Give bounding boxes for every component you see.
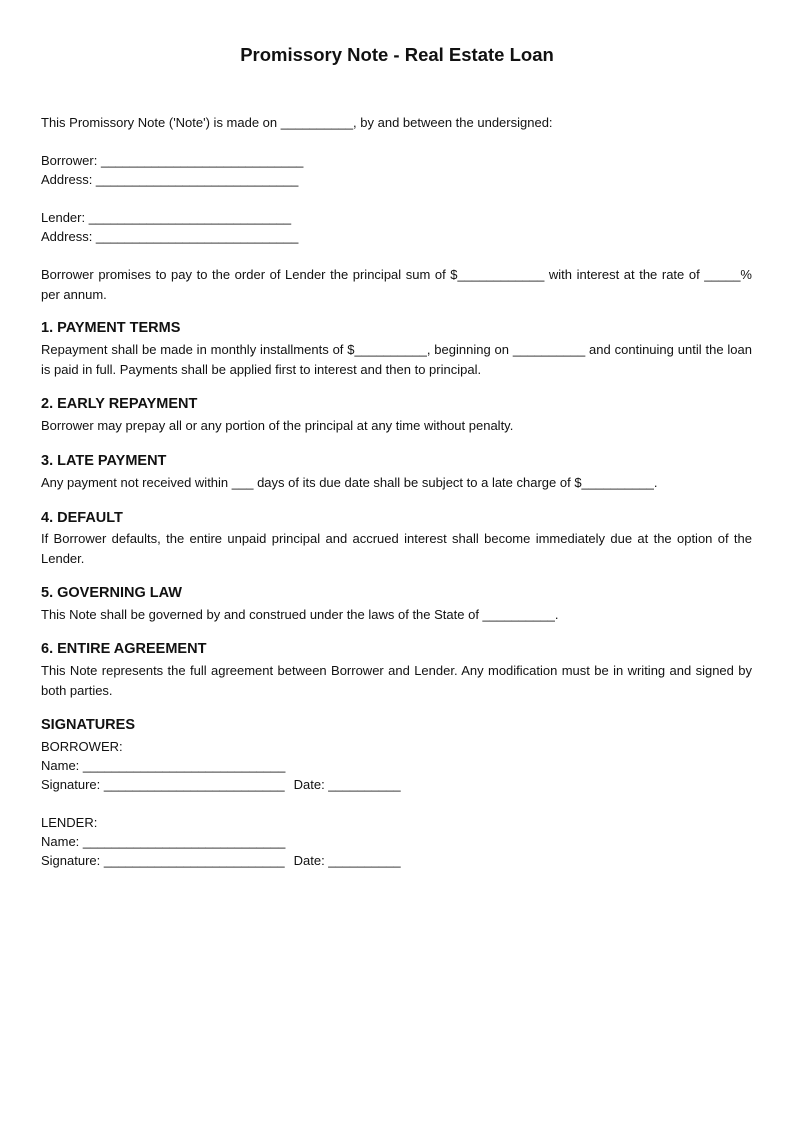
section-heading-entire-agreement: 6. ENTIRE AGREEMENT [41, 641, 207, 657]
lender-name-field: Name: ____________________________ [41, 834, 286, 849]
section-body-default: If Borrower defaults, the entire unpaid principal and accrued interest shall become immediately due at the option of the Lender. [41, 531, 752, 566]
lender-address-field: Address: ____________________________ [41, 229, 299, 244]
section-body-early-repayment: Borrower may prepay all or any portion of the principal at any time without penalty. [41, 418, 514, 433]
lender-date-field: Date: __________ [293, 853, 401, 868]
section-body-entire-agreement: This Note represents the full agreement between Borrower and Lender. Any modification must be in writing and signed by both parties. [41, 663, 752, 698]
section-heading-early-repayment: 2. EARLY REPAYMENT [41, 396, 198, 412]
signatures-heading: SIGNATURES [41, 717, 135, 733]
borrower-name-field: Name: ____________________________ [41, 758, 286, 773]
borrower-field: Borrower: ____________________________ [41, 153, 304, 168]
document-title: Promissory Note - Real Estate Loan [240, 44, 554, 65]
lender-signature-field: Signature: _________________________ [41, 853, 285, 868]
intro-text: This Promissory Note ('Note') is made on __________, by and between the undersigned: [41, 115, 553, 130]
borrower-signature-field: Signature: _________________________ [41, 777, 285, 792]
section-body-payment-terms: Repayment shall be made in monthly installments of $__________, beginning on __________ and continuing until the loan is paid in full. Payments shall be applied first to interest and then to principal. [41, 342, 752, 377]
lender-field: Lender: ____________________________ [41, 210, 292, 225]
promise-paragraph: Borrower promises to pay to the order of Lender the principal sum of $____________ with interest at the rate of _____% per annum. [41, 267, 752, 302]
borrower-signature-label: BORROWER: [41, 739, 123, 754]
borrower-signature-row [41, 775, 401, 794]
borrower-address-field: Address: ____________________________ [41, 172, 299, 187]
borrower-date-field: Date: __________ [293, 777, 401, 792]
lender-signature-row [41, 851, 401, 870]
lender-signature-label: LENDER: [41, 815, 98, 830]
section-body-late-payment: Any payment not received within ___ days of its due date shall be subject to a late charge of $__________. [41, 475, 658, 490]
section-heading-governing-law: 5. GOVERNING LAW [41, 585, 182, 601]
section-body-governing-law: This Note shall be governed by and construed under the laws of the State of __________. [41, 607, 559, 622]
section-heading-late-payment: 3. LATE PAYMENT [41, 453, 167, 469]
section-heading-payment-terms: 1. PAYMENT TERMS [41, 320, 181, 336]
section-heading-default: 4. DEFAULT [41, 510, 123, 526]
